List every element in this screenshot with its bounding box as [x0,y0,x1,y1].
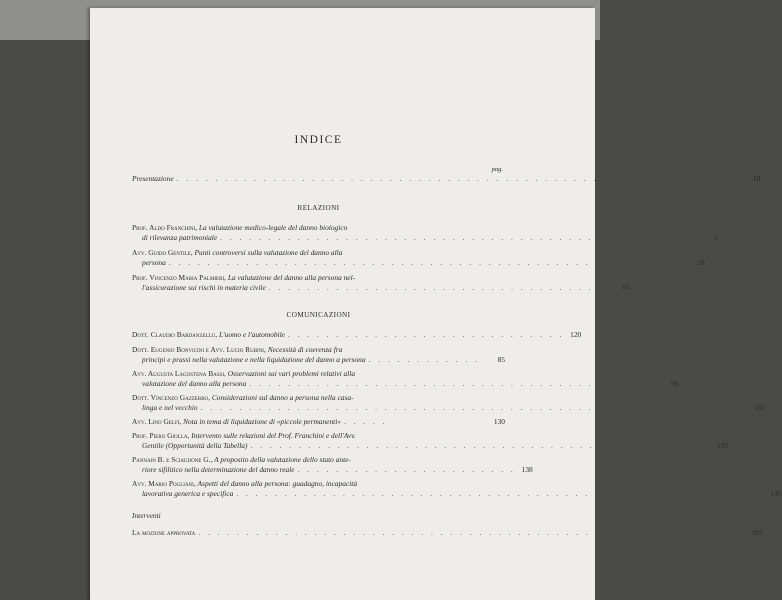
leader-dots: . . . . . . . . . . . . . . . . . . . . . . . . . . . . . . . . . . . . [268,283,613,292]
entry-author: Prof. Vincenzo Maria Palmieri, [132,273,226,282]
entry-page: 96 [670,379,679,388]
leader-dots: . . . . . . . . . . . . . . . . . . . . . . . [297,465,516,474]
entry-page: 85 [497,355,505,364]
toc-entry [132,330,582,340]
toc-entry [132,223,718,243]
entry-page: 3 [713,233,718,242]
entry-title-cont: di rilevanza patrimoniale [142,233,218,242]
entry-author: Dott. Claudio Bardanzellu, [132,330,218,339]
page-column-label: pag. [491,166,503,173]
leader-dots: . . . . . . . . . . . . . . . . . . . . . . . . . . . . . . . . . . . . . . . . . . . . . . . . . . . . . . . . . . . [176,174,744,183]
leader-dots: . . . . . . . . . . . . . . . . . . . . . . . . . . . . . . . . . . . . . . . . . . . . . . . . . . . . . . [168,258,688,267]
toc-entry [132,273,630,293]
toc-entry-presentazione [132,174,761,184]
toc-entry [132,431,728,451]
entry-title-cont: l'assicurazione sui rischi in materia civile [142,283,266,292]
entry-title-cont: linga e nel vecchio [142,403,198,412]
entry-author: Pannain B. e Sciaudone G., [132,455,213,464]
leader-dots: . . . . . . . . . . . . . . . . . . . . . . . . . . . . . . . . . . . . . . . . . . . [249,379,662,388]
entry-author: Dott. Eugenio Bonvicini e Avv. Lucio Rubini, [132,345,266,354]
page-title: INDICE [294,134,343,146]
toc-entry [132,479,782,499]
entry-title: Intervento sulle relazioni del Prof. Franchini e dell'Avv. [191,431,356,440]
entry-page: 39 [697,258,705,267]
toc-entry-mozione [132,528,764,538]
entry-title-cont: persona [142,258,166,267]
entry-title: Aspetti del danno alla persona: guadagno, incapacità [197,479,358,488]
entry-title: Considerazioni sul danno a persona nella casa- [211,393,354,402]
section-heading-relazioni: RELAZIONI [297,204,340,212]
entry-page: 65 [622,283,630,292]
section-heading-comunicazioni: COMUNICAZIONI [286,311,351,319]
entry-page: 102 [754,403,766,412]
entry-author: Prof. Aldo Franchini, [132,223,197,232]
entry-title: La mozione approvata [132,528,196,537]
toc-entry [132,417,505,427]
toc-entry [132,248,705,268]
leader-dots: . . . . . . . . . . . . . . . . . . . . . . . . . . . . . . . . . . . . . . . . . . . . . . . . . . . . . . . [236,489,765,498]
entry-page: 138 [521,465,533,474]
entry-title: La valutazione medico-legale del danno biologico [198,223,348,232]
leader-dots: . . . . . . . . . . . . [368,355,481,364]
entry-title: Nota in tema di liquidazione di «piccole permanenti» [183,417,341,426]
entry-page: 145 [770,489,782,498]
entry-title: La valutazione del danno alla persona nel- [227,273,356,282]
entry-author: Dott. Vincenzo Gazzerro, [132,393,210,402]
entry-title: L'uomo e l'automobile [218,330,285,339]
toc-entry [132,345,505,365]
entry-title-cont: Gentile (Opportunità della Tabella) [142,441,248,450]
entry-title-cont: riore sifilitico nella determinazione del danno reale [142,465,295,474]
entry-author: Avv. Augusta Lagostena Bassi, [132,369,226,378]
leader-dots: . . . . . . . . . . . . . . . . . . . . . . . . . . . . . . . . . . . . . . . . . . . . . . . . . . . . . . . . . [198,528,747,537]
entry-page: III [753,174,761,183]
toc-entry [132,369,679,389]
interventi-label: Interventi [132,511,161,520]
toc-entry [132,393,766,413]
leader-dots: . . . . . . . . . . . . . . . . . . . . . . . . . . . . . . . . . . . . . . . . . . . . . . . . [250,441,711,450]
entry-author: Avv. Guido Gentile, [132,248,193,257]
entry-page: 120 [570,330,582,339]
book-page [90,8,782,600]
entry-title: Necessità di coerenza fra [267,345,343,354]
entry-title-cont: principi e prassi nella valutazione e nella liquidazione del danno a persona [142,355,366,364]
leader-dots: . . . . . [343,417,388,426]
entry-title-cont: lavorativa generica e specifica [142,489,234,498]
entry-author: Avv. Mario Pogliani, [132,479,196,488]
entry-title: A proposito della valutazione dello stato ante- [214,455,351,464]
leader-dots: . . . . . . . . . . . . . . . . . . . . . . . . . . . . . . . . . . . . . . . . . . . . . . . . . . . . . . . . . [200,403,749,412]
entry-page: 291 [751,528,764,537]
entry-page: 135 [716,441,728,450]
leader-dots: . . . . . . . . . . . . . . . . . . . . . . . . . . . . . . . . . . . . . . . . . . . . . . . . . . [220,233,701,242]
entry-page: 130 [493,417,505,426]
leader-dots: . . . . . . . . . . . . . . . . . . . . . . . . . . . . . [287,330,565,339]
entry-title: Punti controversi sulla valutazione del danno alla [194,248,343,257]
toc-entry [132,455,533,475]
entry-title: Osservazioni sui vari problemi relativi alla [227,369,356,378]
entry-title: Presentazione [132,174,174,183]
entry-author: Avv. Lino Gelfi, [132,417,182,426]
entry-author: Prof. Piero Giolla, [132,431,190,440]
entry-title-cont: valutazione del danno alla persona [142,379,247,388]
